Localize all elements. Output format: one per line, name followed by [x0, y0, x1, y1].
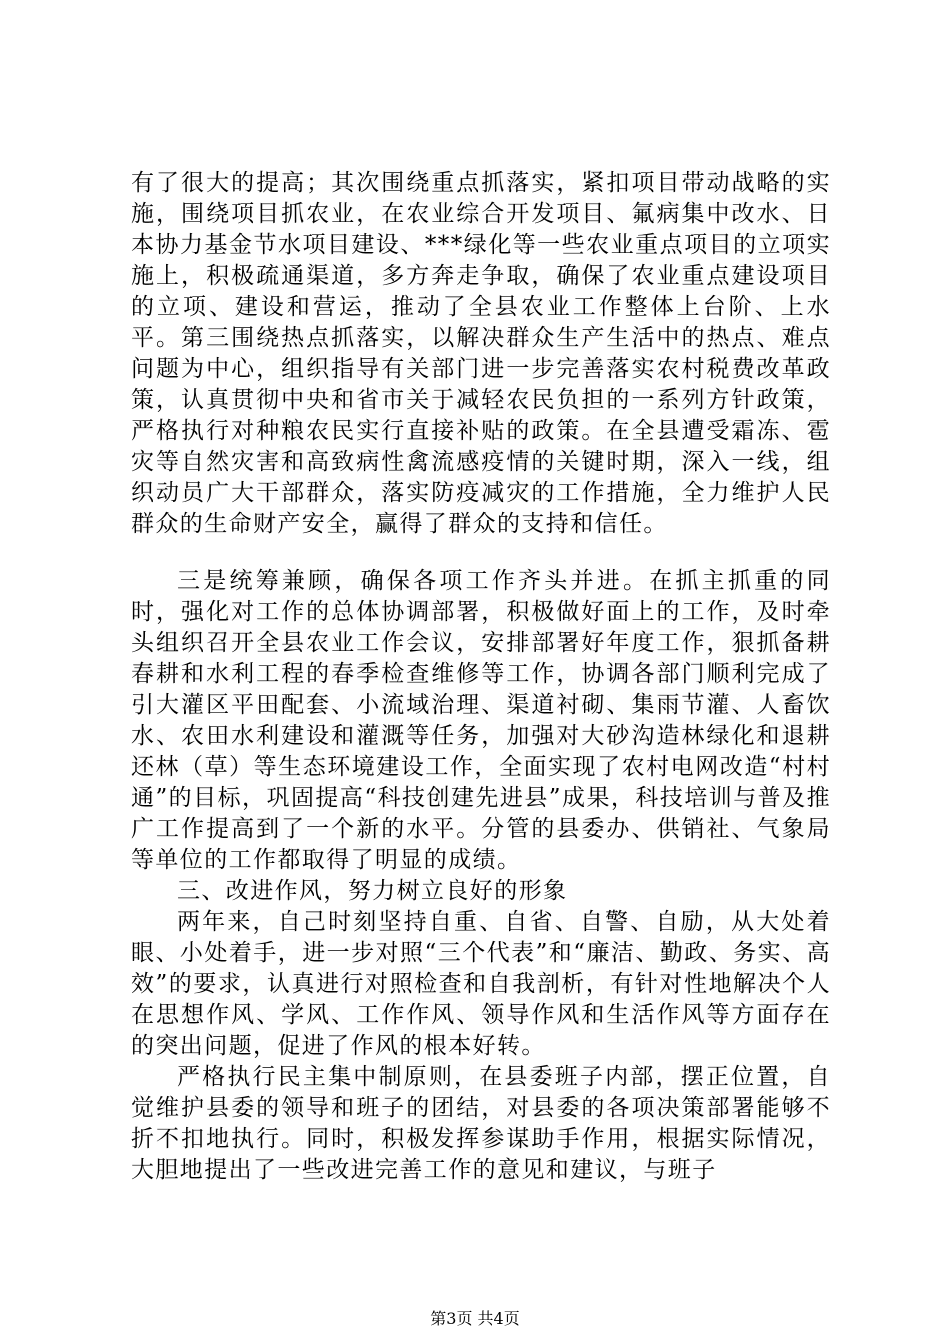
paragraph-continuation: 有了很大的提高；其次围绕重点抓落实，紧扣项目带动战略的实施，围绕项目抓农业，在农业综合开发项目、氟病集中改水、日本协力基金节水项目建设、***绿化等一些农业重点项目的立项实施上，积极疏通渠道，多方奔走争取，确保了农业重点建设项目的立项、建设和营运，推动了全县农业工作整体上台阶、上水平。第三围绕热点抓落实，以解决群众生产生活中的热点、难点问题为中心，组织指导有关部门进一步完善落实农村税费改革政策，认真贯彻中央和省市关于减轻农民负担的一系列方针政策，严格执行对种粮农民实行直接补贴的政策。在全县遭受霜冻、雹灾等自然灾害和高致病性禽流感疫情的关键时期，深入一线，组织动员广大干部群众，落实防疫减灾的工作措施，全力维护人民群众的生命财产安全，赢得了群众的支持和信任。	[131, 170, 831, 537]
page-number: 第3页 共4页	[430, 1309, 520, 1328]
document-body	[131, 168, 831, 1186]
paragraph-democratic-centralism: 严格执行民主集中制原则，在县委班子内部，摆正位置，自觉维护县委的领导和班子的团结，对县委的各项决策部署能够不折不扣地执行。同时，积极发挥参谋助手作用，根据实际情况，大胆地提出了一些改进完善工作的意见和建议，与班子	[131, 1064, 831, 1183]
paragraph-work-style: 两年来，自己时刻坚持自重、自省、自警、自励，从大处着眼、小处着手，进一步对照“三个代表”和“廉洁、勤政、务实、高效”的要求，认真进行对照检查和自我剖析，有针对性地解决个人在思想作风、学风、工作作风、领导作风和生活作风等方面存在的突出问题，促进了作风的根本好转。	[131, 909, 831, 1059]
paragraph-coordination: 三是统筹兼顾，确保各项工作齐头并进。在抓主抓重的同时，强化对工作的总体协调部署，积极做好面上的工作，及时牵头组织召开全县农业工作会议，安排部署好年度工作，狠抓备耕春耕和水利工程的春季检查维修等工作，协调各部门顺利完成了引大灌区平田配套、小流域治理、渠道衬砌、集雨节灌、人畜饮水、农田水利建设和灌溉等任务，加强对大砂沟造林绿化和退耕还林（草）等生态环境建设工作，全面实现了农村电网改造“村村通”的目标，巩固提高“科技创建先进县”成果，科技培训与普及推广工作提高到了一个新的水平。分管的县委办、供销社、气象局等单位的工作都取得了明显的成绩。	[131, 568, 831, 873]
section-heading: 三、改进作风，努力树立良好的形象	[177, 878, 568, 904]
